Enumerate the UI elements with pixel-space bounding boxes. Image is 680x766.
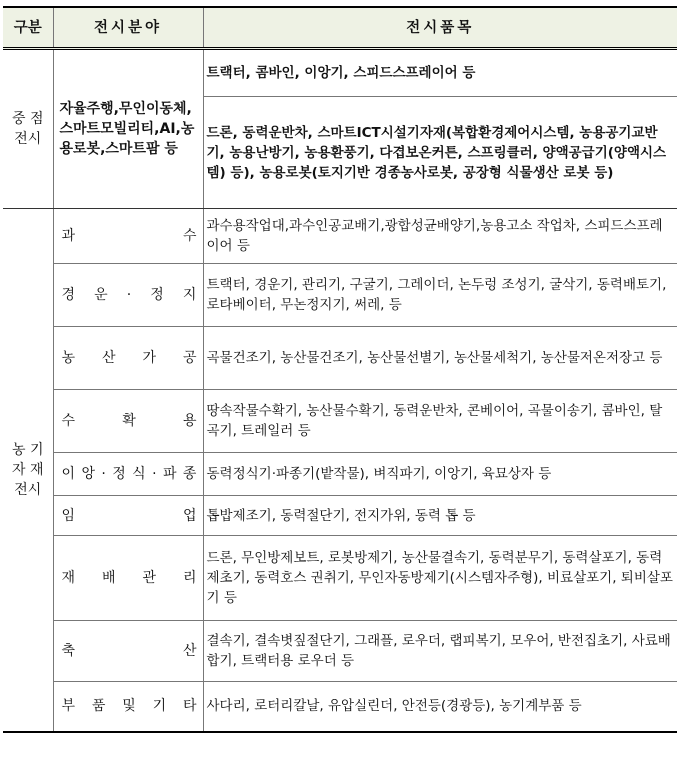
section2-row <box>3 496 677 536</box>
field-processing <box>53 327 203 390</box>
field-fruit-label: 과 수 <box>61 228 197 244</box>
section1-label: 중 점 전시 <box>3 49 53 209</box>
field-livestock <box>53 621 203 682</box>
field-harvest <box>53 390 203 453</box>
section2-row <box>3 621 677 682</box>
field-cultivation-label: 재 배 관 리 <box>61 570 197 586</box>
items-fruit: 과수용작업대,과수인공교배기,광합성균배양기,농용고소 작업차, 스피드스프레이어 등 <box>203 209 677 264</box>
section2-row <box>3 536 677 621</box>
items-tillage: 트랙터, 경운기, 관리기, 구굴기, 그레이더, 논두렁 조성기, 굴삭기, 동력배토기, 로타베이터, 무논정지기, 써레, 등 <box>203 264 677 327</box>
field-fruit <box>53 209 203 264</box>
field-tillage-label: 경 운 · 정 지 <box>61 287 197 303</box>
header-field: 전시분야 <box>53 7 203 49</box>
section2-row <box>3 682 677 732</box>
field-parts <box>53 682 203 732</box>
field-processing-label: 농 산 가 공 <box>61 350 197 366</box>
field-cultivation <box>53 536 203 621</box>
items-livestock: 결속기, 결속볏짚절단기, 그래플, 로우더, 랩피복기, 모우어, 반전집초기, 사료배합기, 트랙터용 로우더 등 <box>203 621 677 682</box>
section1-item-2: 드론, 동력운반차, 스마트ICT시설기자재(복합환경제어시스템, 농용공기교반기, 농용난방기, 농용환풍기, 다겹보온커튼, 스프링클러, 양액공급기(양액시스템) 등), 농용로봇(토지기반 경종농사로봇, 공장형 식물생산 로봇 등) <box>203 97 677 209</box>
field-harvest-label: 수 확 용 <box>61 413 197 429</box>
section2-row <box>3 264 677 327</box>
items-parts: 사다리, 로터리칼날, 유압실린더, 안전등(경광등), 농기계부품 등 <box>203 682 677 732</box>
section1-row-1 <box>3 49 677 97</box>
field-planting <box>53 453 203 496</box>
items-planting: 동력정식기·파종기(밭작물), 벼직파기, 이앙기, 육묘상자 등 <box>203 453 677 496</box>
header-row <box>3 7 677 49</box>
items-harvest: 땅속작물수확기, 농산물수확기, 동력운반차, 콘베이어, 곡물이송기, 콤바인, 탈곡기, 트레일러 등 <box>203 390 677 453</box>
section1-field: 자율주행,무인이동체,스마트모빌리티,AI,농용로봇,스마트팜 등 <box>53 49 203 209</box>
field-tillage <box>53 264 203 327</box>
exhibit-table <box>3 6 677 733</box>
section2-row <box>3 327 677 390</box>
items-forestry: 톱밥제조기, 동력절단기, 전지가위, 동력 톱 등 <box>203 496 677 536</box>
items-cultivation: 드론, 무인방제보트, 로봇방제기, 농산물결속기, 동력분무기, 동력살포기, 동력제초기, 동력호스 권취기, 무인자동방제기(시스템자주형), 비료살포기, 퇴비살포기 등 <box>203 536 677 621</box>
field-livestock-label: 축 산 <box>61 643 197 659</box>
field-planting-label: 이 앙 · 정 식 · 파 종 <box>61 466 197 482</box>
field-forestry-label: 임 업 <box>61 507 197 524</box>
section2-row <box>3 209 677 264</box>
section2-row <box>3 453 677 496</box>
section2-row <box>3 390 677 453</box>
header-category: 구분 <box>3 7 53 49</box>
header-items: 전시품목 <box>203 7 677 49</box>
field-parts-label: 부 품 및 기 타 <box>61 698 197 715</box>
items-processing: 곡물건조기, 농산물건조기, 농산물선별기, 농산물세척기, 농산물저온저장고 등 <box>203 327 677 390</box>
field-forestry <box>53 496 203 536</box>
section1-item-1: 트랙터, 콤바인, 이앙기, 스피드스프레이어 등 <box>203 49 677 97</box>
section2-label: 농 기 자 재 전시 <box>3 209 53 732</box>
